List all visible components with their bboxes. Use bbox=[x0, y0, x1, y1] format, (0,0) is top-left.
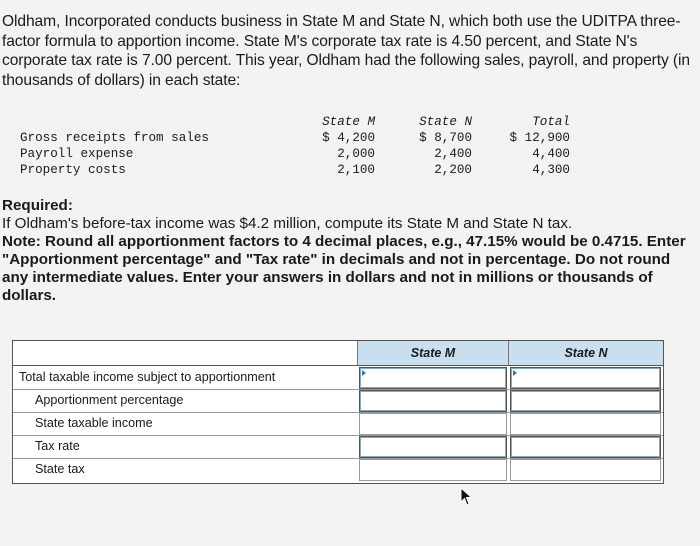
payroll-state-m: 2,000 bbox=[337, 147, 375, 161]
answer-row-label: Apportionment percentage bbox=[35, 393, 184, 407]
header-state-n-label: State N bbox=[564, 346, 608, 360]
required-note: Note: Round all apportionment factors to 4 decimal places, e.g., 47.15% would be 0.4715. Enter "Apportionment percentage" and "Tax rate" in decimals and not in percentage. Do not round any intermediate values. Enter your answers in dollars and not in millions or thousands of dollars. bbox=[2, 233, 686, 304]
mouse-cursor-icon bbox=[460, 487, 474, 507]
property-total: 4,300 bbox=[532, 163, 570, 177]
state-taxable-income-state-m-input[interactable] bbox=[359, 413, 507, 435]
header-state-m bbox=[358, 341, 509, 366]
answer-row-tax-rate bbox=[13, 435, 663, 458]
answer-row-apportionment-percentage bbox=[13, 389, 663, 412]
input-marker-icon bbox=[513, 370, 517, 376]
payroll-total: 4,400 bbox=[532, 147, 570, 161]
sales-payroll-property-table bbox=[0, 113, 700, 183]
problem-intro: Oldham, Incorporated conducts business in State M and State N, which both use the UDITPA three-factor formula to apportion income. State M's corporate tax rate is 4.50 percent, and State N's corporate tax rate is 7.00 percent. This year, Oldham had the following sales, payroll, and property (in thousands of dollars) in each state: bbox=[2, 13, 690, 89]
row-label-property: Property costs bbox=[20, 163, 126, 177]
required-question: If Oldham's before-tax income was $4.2 million, compute its State M and State N tax. bbox=[2, 215, 573, 232]
row-label-payroll: Payroll expense bbox=[20, 147, 134, 161]
property-state-m: 2,100 bbox=[337, 163, 375, 177]
state-tax-state-m-input[interactable] bbox=[359, 459, 507, 481]
header-state-m-label: State M bbox=[410, 346, 456, 360]
header-blank-cell bbox=[13, 341, 358, 366]
apportionment-percentage-state-m-input[interactable] bbox=[359, 390, 507, 412]
col-header-state-m: State M bbox=[322, 115, 375, 129]
input-marker-icon bbox=[362, 370, 366, 376]
answer-row-label: Tax rate bbox=[35, 439, 80, 453]
answer-row-label: State taxable income bbox=[35, 416, 153, 430]
answer-table bbox=[12, 340, 664, 484]
total-taxable-income-state-n-input[interactable] bbox=[510, 367, 661, 389]
gross-receipts-total: $ 12,900 bbox=[509, 131, 570, 145]
header-state-n bbox=[509, 341, 663, 366]
payroll-state-n: 2,400 bbox=[434, 147, 472, 161]
answer-row-state-tax bbox=[13, 458, 663, 481]
answer-row-label: Total taxable income subject to apportionment bbox=[19, 370, 276, 384]
tax-rate-state-m-input[interactable] bbox=[359, 436, 507, 458]
tax-rate-state-n-input[interactable] bbox=[510, 436, 661, 458]
state-tax-state-n-input[interactable] bbox=[510, 459, 661, 481]
gross-receipts-state-n: $ 8,700 bbox=[419, 131, 472, 145]
answer-row-label: State tax bbox=[35, 462, 85, 476]
state-taxable-income-state-n-input[interactable] bbox=[510, 413, 661, 435]
answer-row-total-taxable-income bbox=[13, 366, 663, 389]
required-heading: Required: bbox=[2, 197, 73, 214]
row-label-gross-receipts: Gross receipts from sales bbox=[20, 131, 209, 145]
col-header-total: Total bbox=[532, 115, 570, 129]
gross-receipts-state-m: $ 4,200 bbox=[322, 131, 375, 145]
answer-row-state-taxable-income bbox=[13, 412, 663, 435]
apportionment-percentage-state-n-input[interactable] bbox=[510, 390, 661, 412]
col-header-state-n: State N bbox=[419, 115, 472, 129]
property-state-n: 2,200 bbox=[434, 163, 472, 177]
total-taxable-income-state-m-input[interactable] bbox=[359, 367, 507, 389]
required-section bbox=[2, 197, 692, 305]
